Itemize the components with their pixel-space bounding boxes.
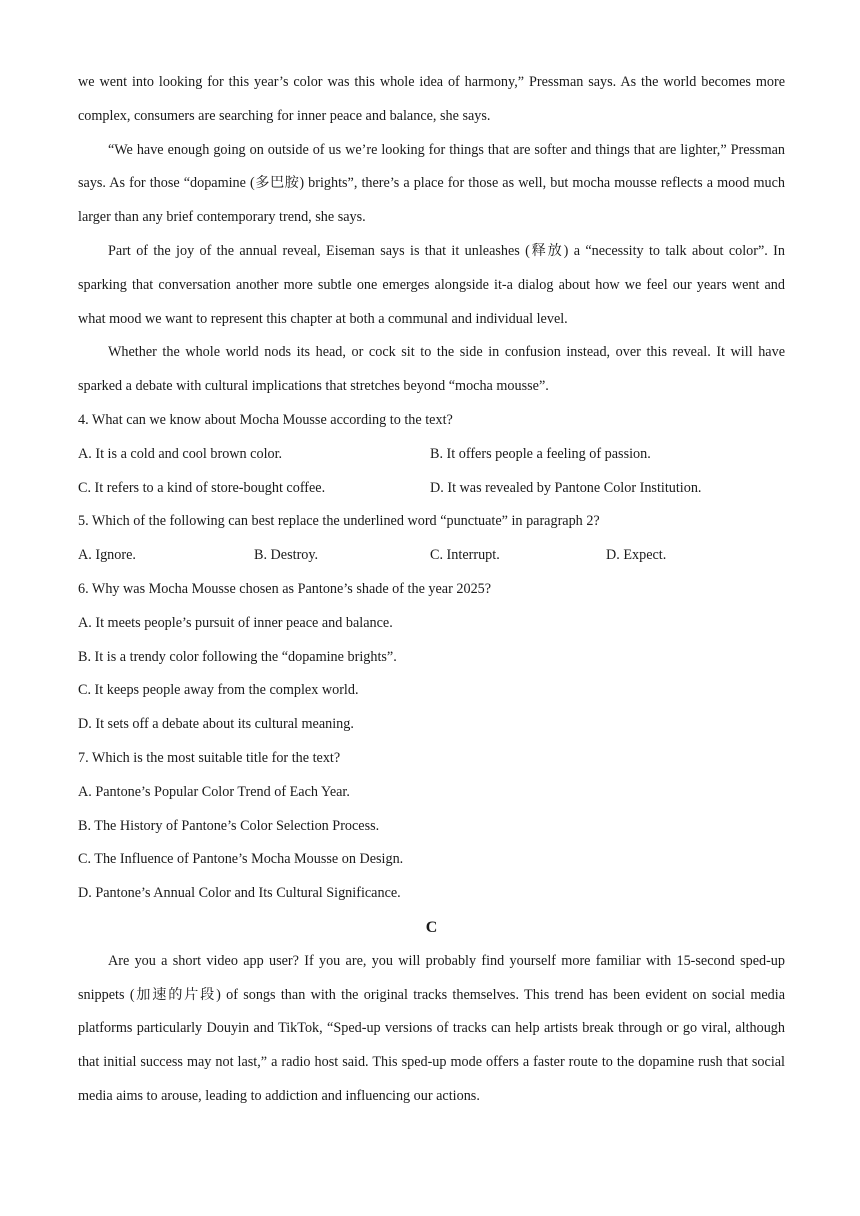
question-4-options-row-1 (78, 438, 785, 472)
section-c-title: C (425, 918, 438, 936)
question-4-stem: 4. What can we know about Mocha Mousse according to the text? (78, 411, 453, 428)
question-5-option-b: B. Destroy. (254, 547, 319, 564)
question-7-option-c: C. The Influence of Pantone’s Mocha Mousse on Design. (78, 851, 404, 868)
passage-b-paragraph-4: Whether the whole world nods its head, or cock sit to the side in confusion instead, over this reveal. It will have sparked a debate with cultural implications that stretches beyond “mocha mousse”. (78, 344, 785, 395)
question-5-stem: 5. Which of the following can best replace the underlined word “punctuate” in paragraph 2? (78, 513, 600, 530)
question-6-option-c: C. It keeps people away from the complex world. (78, 682, 359, 699)
question-6-option-d: D. It sets off a debate about its cultural meaning. (78, 716, 354, 733)
question-7-option-d: D. Pantone’s Annual Color and Its Cultural Significance. (78, 885, 401, 902)
question-7-option-b: B. The History of Pantone’s Color Selection Process. (78, 817, 380, 834)
question-4-option-a: A. It is a cold and cool brown color. (78, 445, 283, 462)
question-5-option-c: C. Interrupt. (430, 547, 500, 564)
question-5-option-a: A. Ignore. (78, 547, 136, 564)
passage-c-paragraph-1: Are you a short video app user? If you are, you will probably find yourself more familiar with 15-second sped-up snippets (加速的片段) of songs than with the original tracks themselves. This trend has been evident on social media platforms particularly Douyin and TikTok, “Sped-up versions of tracks can help artists break through or go viral, although that initial success may not last,” a radio host said. This sped-up mode offers a faster route to the dopamine rush that social media aims to arouse, leading to addiction and influencing our actions. (78, 952, 785, 1104)
question-6-option-a: A. It meets people’s pursuit of inner peace and balance. (78, 614, 393, 631)
passage-b-paragraph-3: Part of the joy of the annual reveal, Eiseman says is that it unleashes (释放) a “necessity to talk about color”. In sparking that conversation another more subtle one emerges alongside it-a dialog about how we feel our years went and what mood we want to represent this chapter at both a communal and individual level. (78, 242, 785, 327)
question-6-stem: 6. Why was Mocha Mousse chosen as Pantone’s shade of the year 2025? (78, 580, 492, 597)
question-4-option-c: C. It refers to a kind of store-bought coffee. (78, 479, 326, 496)
question-4-options-row-2 (78, 472, 785, 506)
question-4-option-d: D. It was revealed by Pantone Color Institution. (430, 479, 702, 496)
question-6-option-b: B. It is a trendy color following the “dopamine brights”. (78, 648, 397, 665)
passage-b-paragraph-1: we went into looking for this year’s color was this whole idea of harmony,” Pressman says. As the world becomes more complex, consumers are searching for inner peace and balance, she says. (78, 74, 785, 124)
question-7-stem: 7. Which is the most suitable title for the text? (78, 749, 341, 766)
question-4-option-b: B. It offers people a feeling of passion. (430, 445, 651, 462)
question-5-options-row (78, 539, 785, 573)
question-5-option-d: D. Expect. (606, 547, 667, 564)
document-page (78, 66, 785, 1114)
passage-b-paragraph-2: “We have enough going on outside of us we’re looking for things that are softer and things that are lighter,” Pressman says. As for those “dopamine (多巴胺) brights”, there’s a place for those as well, but mocha mousse reflects a mood much larger than any brief contemporary trend, she says. (78, 141, 785, 226)
question-7-option-a: A. Pantone’s Popular Color Trend of Each Year. (78, 783, 350, 800)
